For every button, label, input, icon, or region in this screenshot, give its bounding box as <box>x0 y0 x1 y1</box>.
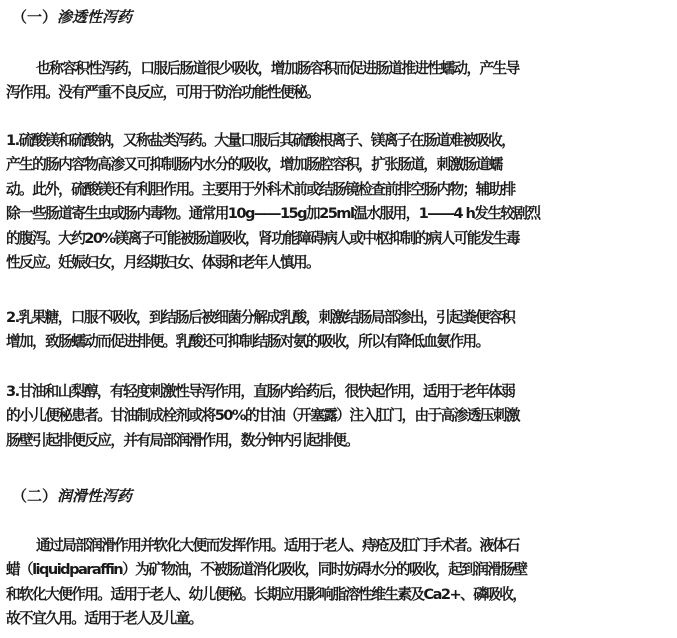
section-2-body-paragraph <box>6 534 672 632</box>
section-1-heading <box>12 6 132 27</box>
section-2-title: 润滑性泻药 <box>57 487 133 505</box>
section-2-heading <box>12 485 132 506</box>
paragraph-line: 除一些肠道寄生虫或肠内毒物。通常用10g——15g加25ml温水服用，1——4 h发生较剧烈 <box>6 205 540 223</box>
item-3-paragraph <box>6 380 672 453</box>
section-2-number: （二） <box>12 487 58 505</box>
item-2-paragraph <box>6 306 672 355</box>
paragraph-line: 和软化大便作用。适用于老人、幼儿便秘。长期应用影响脂溶性维生素及Ca2+、磷吸收， <box>6 585 526 603</box>
paragraph-line: 1.硫酸镁和硫酸钠，又称盐类泻药。大量口服后其硫酸根离子、镁离子在肠道难被吸收， <box>6 132 515 149</box>
paragraph-line: 产生的肠内容物高渗又可抑制肠内水分的吸收，增加肠腔容积，扩张肠道，刺激肠道蠕 <box>6 156 502 174</box>
paragraph-line: 肠壁引起排便反应，并有局部润滑作用，数分钟内引起排便。 <box>6 431 359 449</box>
paragraph-line: 故不宜久用。适用于老人及儿童。 <box>6 610 202 628</box>
section-1-title: 渗透性泻药 <box>57 8 133 26</box>
paragraph-line: 蜡（liquidparaffin）为矿物油，不被肠道消化吸收，同时妨碍水分的吸收，起到润滑肠壁 <box>6 561 527 579</box>
paragraph-line: 2.乳果糖，口服不吸收，到结肠后被细菌分解成乳酸，刺激结肠局部渗出，引起粪便容积 <box>6 309 515 326</box>
paragraph-line: 泻作用。没有严重不良反应，可用于防治功能性便秘。 <box>6 84 320 102</box>
paragraph-line: 通过局部润滑作用并软化大便而发挥作用。适用于老人、痔疮及肛门手术者。液体石 <box>36 537 519 554</box>
paragraph-line: 的腹泻。大约20%镁离子可能被肠道吸收，肾功能障碍病人或中枢抑制的病人可能发生毒 <box>6 229 519 247</box>
paragraph-line: 性反应。妊娠妇女，月经期妇女、体弱和老年人慎用。 <box>6 254 320 272</box>
paragraph-line: 动。此外，硫酸镁还有利胆作用。主要用于外科术前或结肠镜检查前排空肠内物；辅助排 <box>6 180 515 198</box>
paragraph-line: 也称容积性泻药，口服后肠道很少吸收，增加肠容积而促进肠道推进性蠕动，产生导 <box>36 60 519 77</box>
section-1-number: （一） <box>12 8 58 26</box>
section-1-intro-paragraph <box>6 57 672 106</box>
paragraph-line: 3.甘油和山梨醇，有轻度刺激性导泻作用，直肠内给药后，很快起作用，适用于老年体弱 <box>6 383 515 400</box>
paragraph-line: 的小儿便秘患者。甘油制成栓剂或将50%的甘油（开塞露）注入肛门，由于高渗透压刺激 <box>6 407 519 425</box>
paragraph-line: 增加，致肠蠕动而促进排便。乳酸还可抑制结肠对氨的吸收，所以有降低血氨作用。 <box>6 333 489 351</box>
item-1-paragraph <box>6 129 672 275</box>
